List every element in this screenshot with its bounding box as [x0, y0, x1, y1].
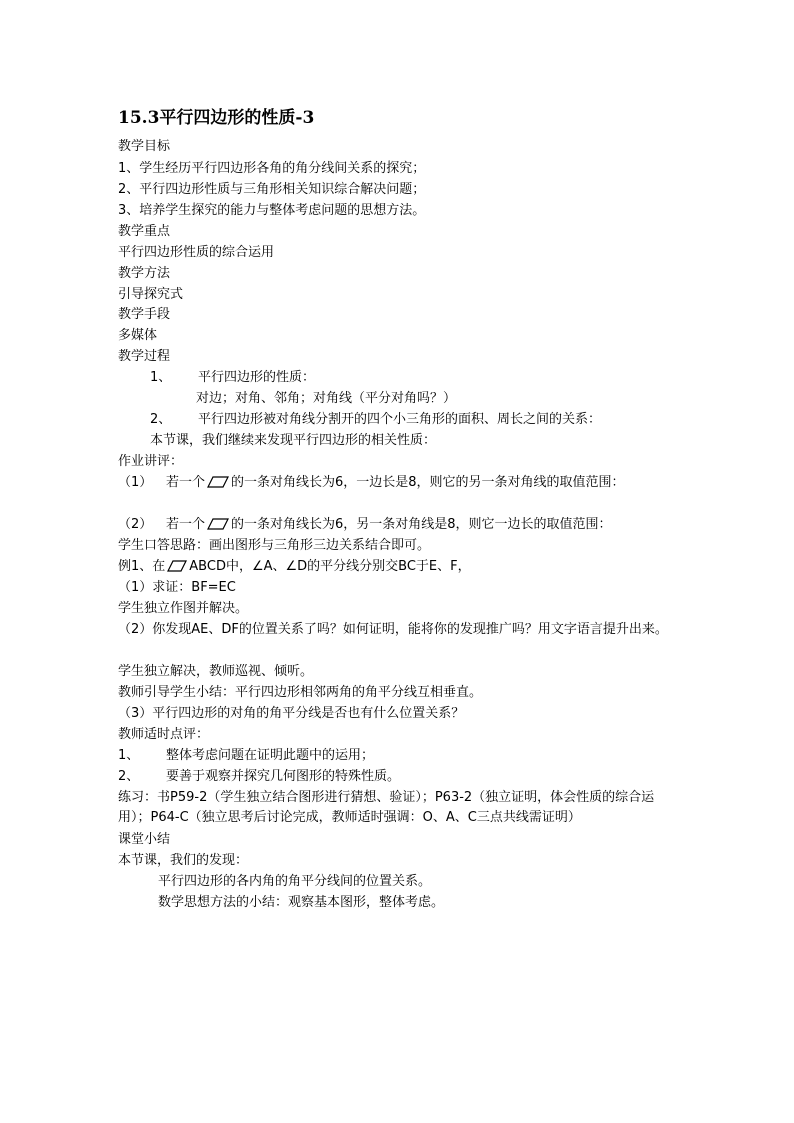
homework-2-num: （2） — [118, 517, 153, 532]
goal-3: 3、培养学生探究的能力与整体考虑问题的思想方法。 — [118, 203, 426, 218]
homework-1-after: 的一条对角线长为6，一边长是8，则它的另一条对角线的取值范围： — [231, 475, 625, 490]
homework-1-num: （1） — [118, 475, 153, 490]
section-method: 教学方法 — [118, 266, 171, 281]
section-key: 教学重点 — [118, 224, 171, 239]
example-q1: （1）求证：BF=EC — [118, 580, 236, 595]
example-q3: （3）平行四边形的对角的角平分线是否也有什么位置关系？ — [118, 706, 465, 721]
section-means: 教学手段 — [118, 307, 171, 322]
process-item-2-num: 2、 — [150, 412, 172, 427]
goal-1: 1、学生经历平行四边形各角的角分线间关系的探究； — [118, 161, 426, 176]
goal-2: 2、平行四边形性质与三角形相关知识综合解决问题； — [118, 182, 426, 197]
practice: 练习：书P59-2（学生独立结合图形进行猜想、验证）；P63-2（独立证明，体会性质的综合运用）；P64-C（独立思考后讨论完成，教师适时强调：O、A、C三点共线需证明） — [118, 790, 655, 825]
parallelogram-icon — [207, 476, 229, 488]
comment-2-num: 2、 — [118, 769, 140, 784]
homework-1 — [118, 473, 625, 493]
homework-2 — [118, 515, 612, 535]
means: 多媒体 — [118, 328, 158, 343]
example-1 — [118, 557, 471, 577]
process-continue: 本节课，我们继续来发现平行四边形的相关性质： — [150, 433, 437, 448]
process-item-1-sub: 对边；对角、邻角；对角线（平分对角吗？） — [196, 391, 457, 406]
summary-1: 平行四边形的各内角的角平分线间的位置关系。 — [158, 874, 432, 889]
process-item-2 — [150, 410, 601, 430]
example-1-after: ABCD中，∠A、∠D的平分线分别交BC于E、F， — [189, 559, 471, 574]
process-item-1-num: 1、 — [150, 370, 172, 385]
parallelogram-icon — [167, 560, 187, 572]
page-title: 15.3平行四边形的性质-3 — [118, 108, 315, 128]
student-answer: 学生口答思路：画出图形与三角形三边关系结合即可。 — [118, 538, 431, 553]
homework-title: 作业讲评： — [118, 454, 184, 469]
homework-2-before: 若一个 — [166, 517, 206, 532]
comment-1-num: 1、 — [118, 748, 140, 763]
example-q1-note: 学生独立作图并解决。 — [118, 601, 249, 616]
section-summary: 课堂小结 — [118, 832, 171, 847]
process-item-1-text: 平行四边形的性质： — [198, 370, 316, 385]
example-q2: （2）你发现AE、DF的位置关系了吗？如何证明，能将你的发现推广吗？用文字语言提升出来。 — [118, 622, 668, 637]
comment-1 — [118, 746, 374, 766]
teacher-comment: 教师适时点评： — [118, 727, 210, 742]
summary-intro: 本节课，我们的发现： — [118, 853, 249, 868]
example-q2-note: 学生独立解决，教师巡视、倾听。 — [118, 664, 314, 679]
example-1-before: 例1、在 — [118, 559, 166, 574]
process-item-2-text: 平行四边形被对角线分割开的四个小三角形的面积、周长之间的关系： — [198, 412, 602, 427]
method: 引导探究式 — [118, 287, 184, 302]
comment-2-text: 要善于观察并探究几何图形的特殊性质。 — [166, 769, 401, 784]
section-process: 教学过程 — [118, 349, 171, 364]
summary-2: 数学思想方法的小结：观察基本图形，整体考虑。 — [158, 895, 445, 910]
comment-2 — [118, 767, 400, 787]
section-goals: 教学目标 — [118, 139, 171, 154]
homework-1-before: 若一个 — [166, 475, 206, 490]
homework-2-after: 的一条对角线长为6，另一条对角线是8，则它一边长的取值范围： — [231, 517, 612, 532]
comment-1-text: 整体考虑问题在证明此题中的运用； — [166, 748, 375, 763]
process-item-1 — [150, 368, 315, 388]
key-point: 平行四边形性质的综合运用 — [118, 245, 275, 260]
teacher-summary: 教师引导学生小结：平行四边形相邻两角的角平分线互相垂直。 — [118, 685, 483, 700]
parallelogram-icon — [207, 518, 229, 530]
